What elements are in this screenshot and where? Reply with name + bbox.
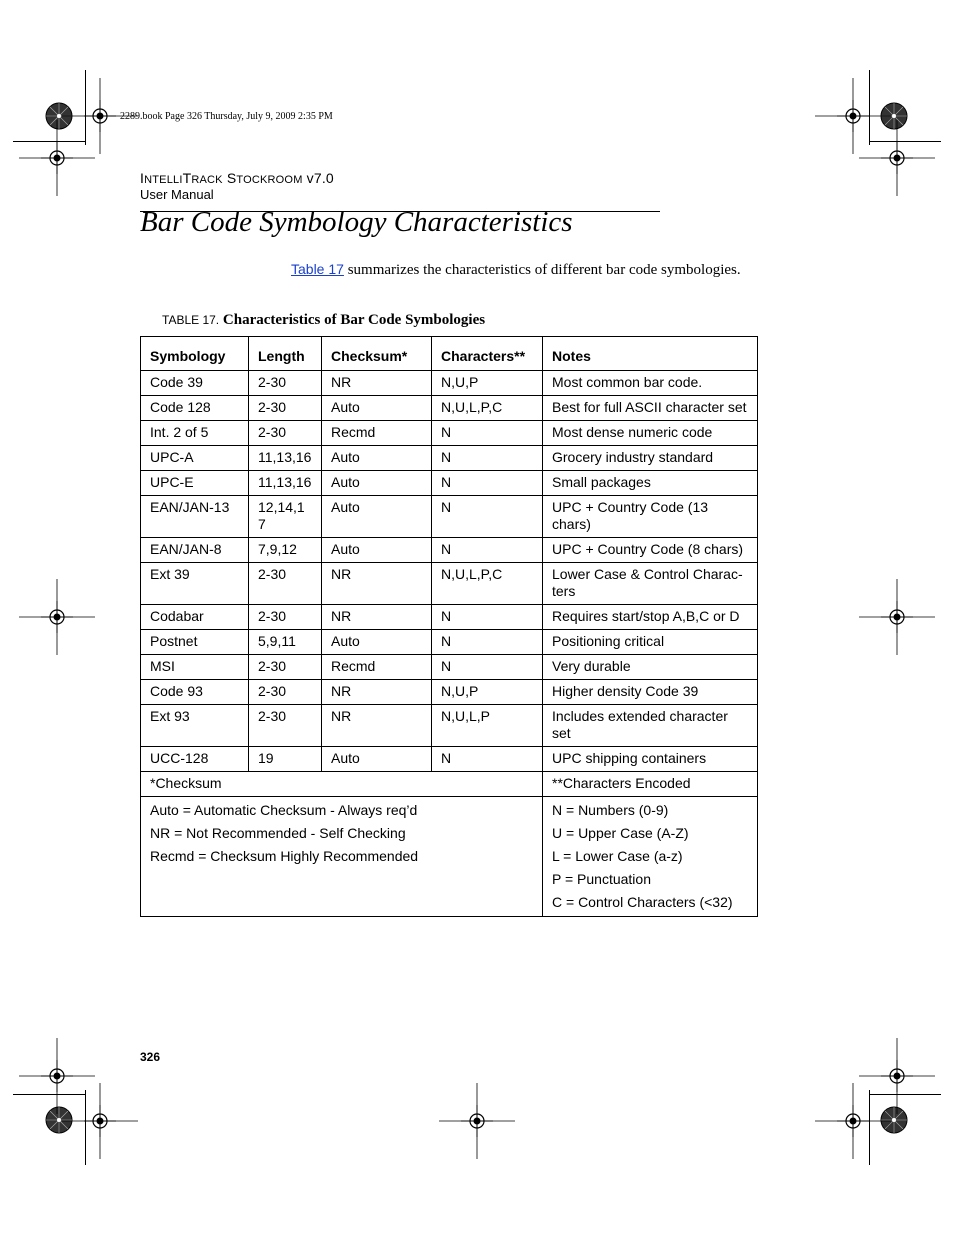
- column-header-checksum: Checksum*: [322, 337, 432, 371]
- cell-checksum: Auto: [322, 471, 432, 496]
- cell-symbology: UPC-E: [141, 471, 249, 496]
- table-row: [141, 446, 758, 471]
- cell-checksum: NR: [322, 680, 432, 705]
- cell-characters: N: [432, 630, 543, 655]
- cell-notes: Small packages: [543, 471, 758, 496]
- intro-paragraph: Table 17 summarizes the characteristics of different bar code symbologies.: [291, 261, 741, 278]
- cell-length: 2-30: [249, 396, 322, 421]
- legend-row: [141, 797, 758, 917]
- legend-left-title: *Checksum: [141, 772, 543, 797]
- cell-characters: N: [432, 421, 543, 446]
- cell-length: 2-30: [249, 605, 322, 630]
- cell-symbology: Code 93: [141, 680, 249, 705]
- cell-checksum: Recmd: [322, 421, 432, 446]
- cell-length: 2-30: [249, 655, 322, 680]
- cell-length: 7,9,12: [249, 538, 322, 563]
- legend-item: U = Upper Case (A-Z): [552, 825, 689, 841]
- cell-characters: N: [432, 538, 543, 563]
- cell-characters: N: [432, 605, 543, 630]
- table-row: [141, 747, 758, 772]
- cell-notes: Higher density Code 39: [543, 680, 758, 705]
- cell-characters: N: [432, 471, 543, 496]
- cell-notes: Positioning critical: [543, 630, 758, 655]
- table-caption-text: Characteristics of Bar Code Symbologies: [222, 312, 486, 328]
- table-row: [141, 563, 758, 605]
- legend-right-title: **Characters Encoded: [543, 772, 758, 797]
- legend-checksum: [141, 797, 543, 917]
- cell-characters: N: [432, 655, 543, 680]
- table-caption: [162, 312, 485, 329]
- cell-checksum: NR: [322, 563, 432, 605]
- cell-symbology: UCC-128: [141, 747, 249, 772]
- cell-notes: Includes extended character set: [543, 705, 758, 747]
- cell-length: 19: [249, 747, 322, 772]
- cell-symbology: Ext 39: [141, 563, 249, 605]
- symbology-table: [140, 336, 758, 917]
- legend-title-row: [141, 772, 758, 797]
- cell-notes: UPC + Country Code (13 chars): [543, 496, 758, 538]
- column-header-characters: Characters**: [432, 337, 543, 371]
- cell-characters: N: [432, 747, 543, 772]
- cell-symbology: Codabar: [141, 605, 249, 630]
- table-caption-label: TABLE 17.: [162, 313, 220, 327]
- cell-symbology: EAN/JAN-13: [141, 496, 249, 538]
- print-info: 2289.book Page 326 Thursday, July 9, 2009 2:35 PM: [120, 111, 333, 122]
- cell-length: 2-30: [249, 371, 322, 396]
- cell-checksum: Auto: [322, 396, 432, 421]
- cell-checksum: Auto: [322, 496, 432, 538]
- cell-notes: Grocery industry standard: [543, 446, 758, 471]
- table-row: [141, 680, 758, 705]
- cell-symbology: Code 128: [141, 396, 249, 421]
- cell-symbology: EAN/JAN-8: [141, 538, 249, 563]
- cell-characters: N,U,L,P,C: [432, 396, 543, 421]
- cell-checksum: Auto: [322, 630, 432, 655]
- running-header-subtitle: User Manual: [140, 187, 214, 202]
- table-row: [141, 655, 758, 680]
- legend-item: N = Numbers (0-9): [552, 802, 669, 818]
- cell-length: 5,9,11: [249, 630, 322, 655]
- cell-characters: N: [432, 496, 543, 538]
- table-row: [141, 396, 758, 421]
- table-row: [141, 630, 758, 655]
- cell-length: 12,14,1 7: [249, 496, 322, 538]
- cell-notes: Most common bar code.: [543, 371, 758, 396]
- table-row: [141, 705, 758, 747]
- table-row: [141, 421, 758, 446]
- column-header-symbology: Symbology: [141, 337, 249, 371]
- table-row: [141, 496, 758, 538]
- page-number: 326: [140, 1050, 161, 1064]
- cell-length: 2-30: [249, 421, 322, 446]
- table-row: [141, 538, 758, 563]
- cell-checksum: NR: [322, 371, 432, 396]
- legend-item: Recmd = Checksum Highly Recommended: [150, 848, 419, 864]
- cell-characters: N: [432, 446, 543, 471]
- cell-characters: N,U,P: [432, 680, 543, 705]
- legend-item: P = Punctuation: [552, 871, 651, 887]
- cell-length: 2-30: [249, 680, 322, 705]
- cell-symbology: Code 39: [141, 371, 249, 396]
- cell-checksum: Recmd: [322, 655, 432, 680]
- cell-notes: UPC + Country Code (8 chars): [543, 538, 758, 563]
- legend-item: L = Lower Case (a-z): [552, 848, 683, 864]
- cell-notes: Requires start/stop A,B,C or D: [543, 605, 758, 630]
- cell-length: 2-30: [249, 705, 322, 747]
- cell-checksum: Auto: [322, 538, 432, 563]
- legend-item: Auto = Automatic Checksum - Always req’d: [150, 802, 418, 818]
- cell-checksum: Auto: [322, 747, 432, 772]
- cell-symbology: Ext 93: [141, 705, 249, 747]
- cell-checksum: Auto: [322, 446, 432, 471]
- column-header-notes: Notes: [543, 337, 758, 371]
- cell-symbology: UPC-A: [141, 446, 249, 471]
- cell-symbology: Int. 2 of 5: [141, 421, 249, 446]
- cell-notes: Lower Case & Control Charac- ters: [543, 563, 758, 605]
- cell-characters: N,U,L,P,C: [432, 563, 543, 605]
- cell-characters: N,U,L,P: [432, 705, 543, 747]
- cell-symbology: MSI: [141, 655, 249, 680]
- table-row: [141, 471, 758, 496]
- cell-notes: UPC shipping containers: [543, 747, 758, 772]
- legend-item: NR = Not Recommended - Self Checking: [150, 825, 406, 841]
- table-row: [141, 371, 758, 396]
- cell-length: 2-30: [249, 563, 322, 605]
- cell-symbology: Postnet: [141, 630, 249, 655]
- cell-length: 11,13,16: [249, 446, 322, 471]
- cell-length: 11,13,16: [249, 471, 322, 496]
- table-reference-link[interactable]: Table 17: [291, 261, 344, 277]
- cell-notes: Most dense numeric code: [543, 421, 758, 446]
- column-header-length: Length: [249, 337, 322, 371]
- legend-item: C = Control Characters (<32): [552, 894, 733, 910]
- table-header-row: [141, 337, 758, 371]
- legend-characters: [543, 797, 758, 917]
- cell-checksum: NR: [322, 705, 432, 747]
- cell-notes: Very durable: [543, 655, 758, 680]
- running-header-product: INTELLITRACK STOCKROOM v7.0: [140, 170, 334, 186]
- section-title: Bar Code Symbology Characteristics: [140, 206, 573, 238]
- table-row: [141, 605, 758, 630]
- cell-notes: Best for full ASCII character set: [543, 396, 758, 421]
- cell-characters: N,U,P: [432, 371, 543, 396]
- cell-checksum: NR: [322, 605, 432, 630]
